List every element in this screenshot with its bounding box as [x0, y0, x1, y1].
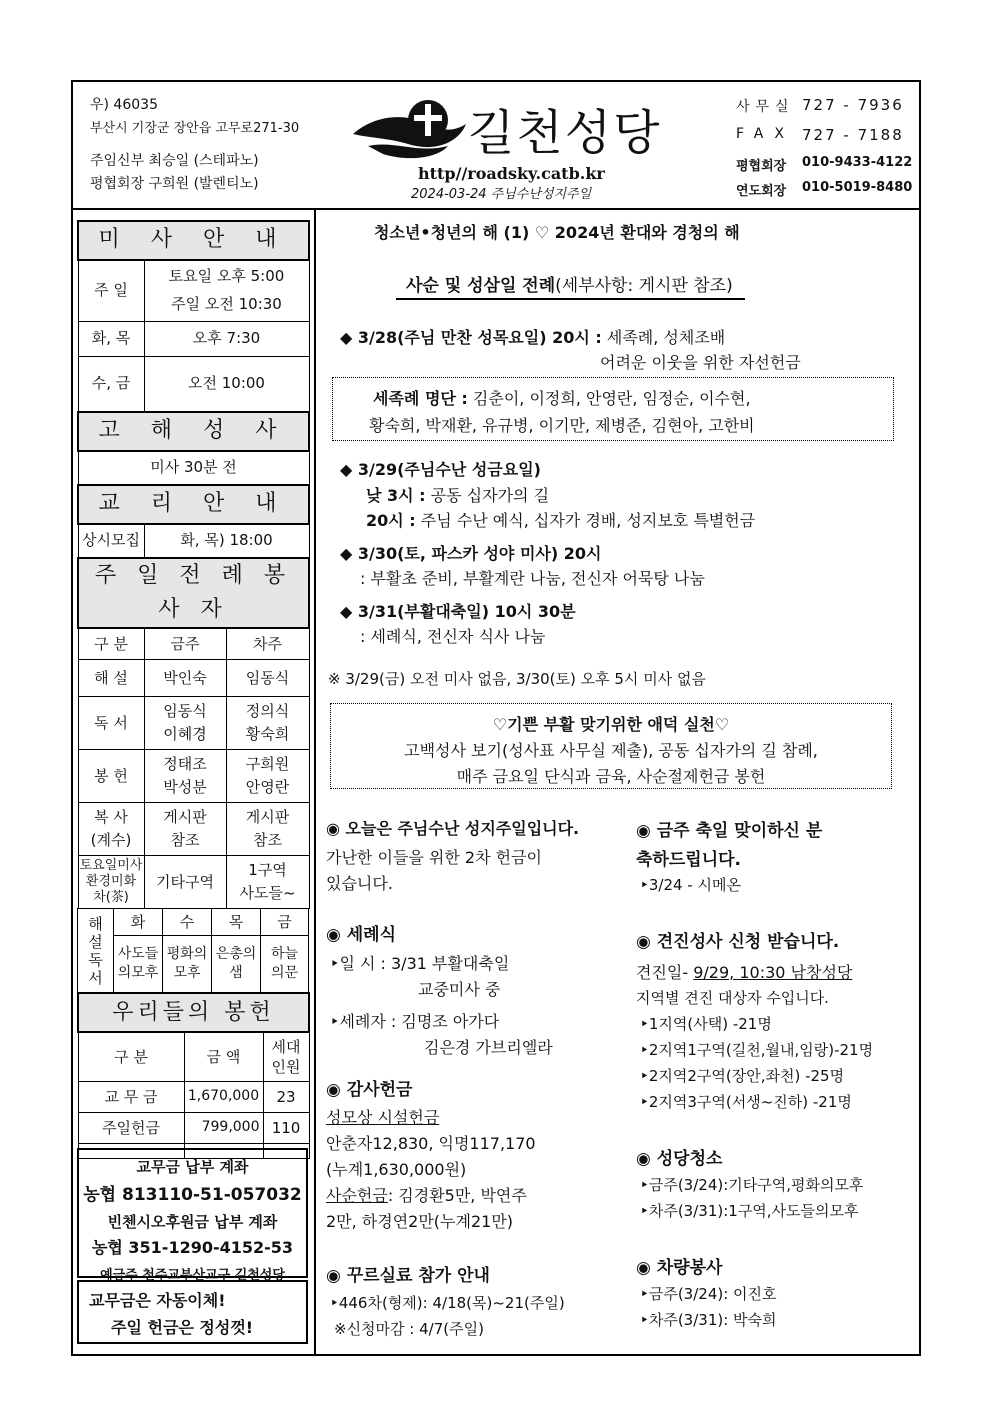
servers-head: 금주 [144, 628, 226, 660]
confirmation-2: 지역별 견진 대상자 수입니다. [636, 989, 829, 1007]
baptism-2: 교중미사 중 [418, 980, 501, 999]
mass-title: 미 사 안 내 [78, 221, 309, 260]
thanks-title: ◉ 감사헌금 [326, 1080, 413, 1100]
account-box [77, 1148, 308, 1283]
server-cell: 기타구역 [144, 856, 226, 909]
acct2-title: 빈첸시오후원금 납부 계좌 [107, 1213, 278, 1231]
server-cell: 구희원 안영란 [226, 750, 309, 803]
offering-head: 세대 인원 [263, 1032, 309, 1082]
event-friday-a-time: 낮 3시 : [366, 486, 426, 505]
wash-list-2: 황숙희, 박재환, 유규병, 이기만, 제병준, 김현아, 고한비 [369, 416, 755, 435]
wash-label: 세족례 명단 : [373, 389, 468, 408]
website-url[interactable]: http//roadsky.catb.kr [418, 164, 605, 183]
offering-head: 금 액 [184, 1032, 263, 1082]
header-divider [71, 208, 921, 210]
virtue-line-1: 고백성사 보기(성사표 사무실 제출), 공동 십자가의 길 참례, [404, 741, 818, 760]
event-friday-b [366, 508, 755, 531]
event-friday-b-text: 주님 수난 예식, 십자가 경배, 성지보호 특별헌금 [415, 511, 756, 530]
thanks-4b: : 김경환5만, 박연주 [387, 1186, 527, 1205]
acct1-number: 농협 813110-51-057032 [83, 1185, 302, 1205]
office-label: 사무실 [736, 99, 795, 115]
confirmation-1b: 9/29, 10:30 남창성당 [693, 963, 853, 982]
offering-cell: 1,670,000 [184, 1082, 263, 1113]
sunday-label: 주 일 [78, 260, 144, 322]
confirmation-item: ‣1지역(사택) -21명 [640, 1015, 772, 1033]
server-cell: 토요일미사 환경미화 차(茶) [78, 856, 144, 909]
vehicle-2: ‣차주(3/31): 박숙희 [640, 1311, 777, 1329]
event-friday-a [366, 483, 549, 506]
reader-day: 화 [114, 909, 163, 936]
council-president: 평협회장 구희원 (발렌티노) [90, 176, 259, 192]
server-cell: 복 사 (계수) [78, 803, 144, 856]
readers-table [77, 908, 309, 993]
server-cell: 박인숙 [144, 660, 226, 697]
event-thursday-a: 세족례, 성체조배 [601, 328, 726, 347]
catechism-label: 상시모집 [78, 524, 144, 558]
confirmation-title: ◉ 견진성사 신청 받습니다. [636, 932, 840, 952]
reader-day: 목 [212, 909, 261, 936]
acct2-number: 농협 351-1290-4152-53 [91, 1238, 294, 1257]
confirmation-item: ‣2지역1구역(길천,월내,임랑)-21명 [640, 1041, 874, 1059]
auto-pay-1: 교무금은 자동이체! [89, 1291, 226, 1310]
catechism-title: 교 리 안 내 [78, 485, 309, 524]
baptism-1: ‣일 시 : 3/31 부활대축일 [330, 954, 510, 973]
reader-group: 평화의 모후 [163, 936, 212, 993]
wedfri-time: 오전 10:00 [144, 357, 309, 413]
event-thursday-head: ◆ 3/28(주님 만찬 성목요일) 20시 : [340, 328, 602, 347]
liturgy-title-sub: (세부사항: 게시판 참조) [555, 276, 733, 296]
offering-table [77, 992, 310, 1159]
baptism-title: ◉ 세례식 [326, 925, 397, 945]
thanks-5: 2만, 하경연2만(누계21만) [326, 1212, 514, 1231]
event-saturday-a: : 부활초 준비, 부활계란 나눔, 전신자 어묵탕 나눔 [360, 569, 705, 588]
acct1-title: 교무금 납부 계좌 [136, 1158, 249, 1176]
thanks-1: 성모상 시설헌금 [326, 1108, 440, 1127]
offering-title: 우리들의 봉헌 [78, 993, 309, 1032]
auto-pay-box [77, 1280, 308, 1344]
offering-head: 구 분 [78, 1032, 184, 1082]
event-saturday-head: ◆ 3/30(토, 파스카 성야 미사) 20시 [340, 544, 602, 563]
offering-cell: 799,000 [184, 1113, 263, 1144]
cursillo-2: ※신청마감 : 4/7(주일) [334, 1320, 484, 1338]
confirmation-item: ‣2지역2구역(장안,좌천) -25명 [640, 1067, 845, 1085]
baptism-3: ‣세례자 : 김명조 아가다 [330, 1012, 500, 1031]
sunday-time-1: 토요일 오후 5:00 [168, 267, 285, 286]
cleaning-title: ◉ 성당청소 [636, 1149, 723, 1169]
event-easter-a: : 세례식, 전신자 식사 나눔 [360, 627, 546, 646]
sidebar [77, 220, 308, 1159]
office-phone: 727 - 7936 [802, 96, 904, 114]
server-cell: 독 서 [78, 697, 144, 750]
server-cell: 봉 헌 [78, 750, 144, 803]
event-easter-head: ◆ 3/31(부활대축일) 10시 30분 [340, 602, 576, 621]
event-thursday-b: 어려운 이웃을 위한 자선헌금 [600, 353, 801, 372]
pres2-label: 연도회장 [736, 184, 787, 199]
mass-table [77, 220, 310, 909]
cursillo-title: ◉ 꾸르실료 참가 안내 [326, 1266, 490, 1286]
sunday-time-2: 주일 오전 10:30 [171, 295, 282, 313]
catechism-time: 화, 목) 18:00 [144, 524, 309, 558]
pres1-phone: 010-9433-4122 [802, 155, 913, 170]
cursillo-1: ‣446차(형제): 4/18(목)~21(주일) [330, 1294, 565, 1312]
banner-title: 청소년•청년의 해 (1) ♡ 2024년 환대와 경청의 해 [374, 223, 740, 242]
acct-owner: 예금주 천주교부산교구 길천성당 [100, 1268, 285, 1283]
virtue-line-2: 매주 금요일 단식과 금육, 사순절제헌금 봉헌 [456, 767, 766, 786]
feast-1: ‣3/24 - 시메온 [640, 876, 741, 894]
server-cell: 정의식 황숙희 [226, 697, 309, 750]
reader-group: 은총의 샘 [212, 936, 261, 993]
sidebar-divider [314, 210, 316, 1356]
fax-number: 727 - 7188 [802, 126, 904, 144]
palm-sunday-title: ◉ 오늘은 주님수난 성지주일입니다. [326, 819, 580, 838]
server-cell: 임동식 [226, 660, 309, 697]
palm-sunday-1: 가난한 이들을 위한 2차 헌금이 [326, 848, 542, 867]
tuethu-time: 오후 7:30 [144, 322, 309, 357]
confession-title: 고 해 성 사 [78, 412, 309, 451]
baptism-4: 김은경 가브리엘라 [424, 1038, 553, 1057]
servers-head: 구 분 [78, 628, 144, 660]
thanks-4a: 사순헌금 [326, 1186, 388, 1205]
pres2-phone: 010-5019-8480 [802, 180, 913, 195]
tuethu-label: 화, 목 [78, 322, 144, 357]
event-friday-head: ◆ 3/29(주님수난 성금요일) [340, 460, 541, 479]
vehicle-1: ‣금주(3/24): 이진호 [640, 1285, 777, 1303]
palm-sunday-2: 있습니다. [326, 874, 393, 893]
offering-cell: 23 [263, 1082, 309, 1113]
confirmation-1a: 견진일- [636, 963, 694, 982]
servers-title: 주 일 전 례 봉 사 자 [78, 558, 309, 628]
thanks-3: (누계1,630,000원) [326, 1160, 467, 1179]
pastor: 주임신부 최승일 (스테파노) [90, 153, 259, 169]
server-cell: 정태조 박성분 [144, 750, 226, 803]
address: 부산시 기장군 장안읍 고무로271-30 [90, 121, 300, 136]
fax-label: FAX [736, 126, 795, 142]
auto-pay-2: 주일 헌금은 정성껏! [111, 1318, 254, 1337]
offering-cell: 교 무 금 [78, 1082, 184, 1113]
feast-title-2: 축하드립니다. [636, 850, 741, 870]
confession-time: 미사 30분 전 [78, 451, 309, 485]
servers-head: 차주 [226, 628, 309, 660]
offering-cell: 주일헌금 [78, 1113, 184, 1144]
event-friday-b-time: 20시 : [366, 511, 416, 530]
virtue-title: ♡기쁜 부활 맞기위한 애덕 실천♡ [492, 715, 730, 734]
readers-label: 해 설 독 서 [78, 909, 114, 993]
thanks-2: 안춘자12,830, 익명117,170 [326, 1134, 536, 1153]
event-friday-a-text: 공동 십자가의 길 [425, 486, 550, 505]
wash-list-1: 김춘이, 이정희, 안영란, 임정순, 이수현, [467, 389, 751, 408]
server-cell: 임동식 이혜경 [144, 697, 226, 750]
reader-group: 사도들 의모후 [114, 936, 163, 993]
postal-code: 우) 46035 [90, 97, 158, 113]
server-cell: 해 설 [78, 660, 144, 697]
bulletin-date: 2024-03-24 주님수난성지주일 [411, 187, 592, 202]
server-cell: 게시판 참조 [226, 803, 309, 856]
cleaning-2: ‣차주(3/31):1구역,사도들의모후 [640, 1202, 859, 1220]
liturgy-title-text: 사순 및 성삼일 전례 [406, 276, 556, 296]
wedfri-label: 수, 금 [78, 357, 144, 413]
event-thursday [340, 325, 725, 348]
reader-day: 금 [261, 909, 309, 936]
reader-day: 수 [163, 909, 212, 936]
cleaning-1: ‣금주(3/24):기타구역,평화의모후 [640, 1176, 864, 1194]
server-cell: 1구역 사도들~ [226, 856, 309, 909]
virtue-box [330, 703, 892, 789]
pres1-label: 평협회장 [736, 159, 787, 174]
offering-cell: 110 [263, 1113, 309, 1144]
vehicle-title: ◉ 차량봉사 [636, 1258, 723, 1278]
confirmation-item: ‣2지역3구역(서생~진하) -21명 [640, 1093, 852, 1111]
liturgy-title [396, 271, 745, 300]
foot-washing-box [332, 377, 894, 441]
church-name: 길천성당 [468, 105, 662, 161]
feast-title-1: ◉ 금주 축일 맞이하신 분 [636, 821, 823, 841]
reader-group: 하늘 의문 [261, 936, 309, 993]
server-cell: 게시판 참조 [144, 803, 226, 856]
mass-cancel-note: ※ 3/29(금) 오전 미사 없음, 3/30(토) 오후 5시 미사 없음 [328, 670, 706, 688]
